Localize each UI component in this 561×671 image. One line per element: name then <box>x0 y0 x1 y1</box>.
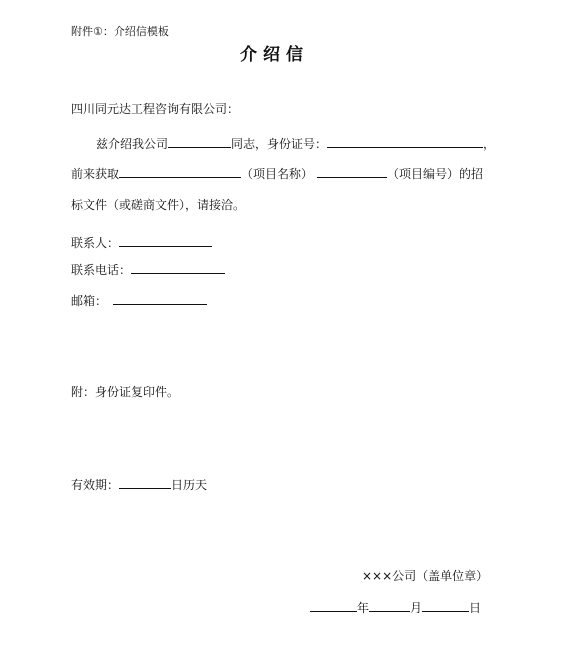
contact-phone-blank[interactable] <box>131 261 225 274</box>
intro-suffix: ， <box>483 137 496 151</box>
seal-line: ×××公司（盖单位章） <box>362 569 489 583</box>
contact-phone-label: 联系电话： <box>71 263 132 277</box>
project-prefix: 前来获取 <box>71 167 120 181</box>
email-blank[interactable] <box>113 292 207 305</box>
year-label: 年 <box>357 601 370 615</box>
email-row <box>71 292 207 309</box>
date-row <box>310 599 481 616</box>
project-name-label: （项目名称） <box>241 167 314 181</box>
project-code-label: （项目编号）的招 <box>387 167 484 181</box>
validity-label: 有效期： <box>71 478 120 492</box>
day-blank[interactable] <box>422 599 469 612</box>
name-blank[interactable] <box>168 135 231 148</box>
attachment-note: 附件①：介绍信模板 <box>71 25 169 38</box>
tender-line: 标文件（或磋商文件），请接洽。 <box>71 198 246 212</box>
contact-person-label: 联系人： <box>71 236 120 250</box>
intro-prefix: 兹介绍我公司 <box>96 137 169 151</box>
email-label: 邮箱： <box>71 294 108 308</box>
addressee: 四川同元达工程咨询有限公司： <box>71 102 240 116</box>
validity-suffix: 日历天 <box>171 478 208 492</box>
validity-blank[interactable] <box>119 476 171 489</box>
day-label: 日 <box>469 601 482 615</box>
project-line <box>71 165 483 182</box>
year-blank[interactable] <box>310 599 357 612</box>
contact-phone-row <box>71 261 225 278</box>
project-code-blank[interactable] <box>317 165 387 178</box>
intro-line <box>96 135 495 152</box>
attachment-line: 附：身份证复印件。 <box>71 385 180 399</box>
month-label: 月 <box>410 601 423 615</box>
id-number-blank[interactable] <box>327 135 483 148</box>
validity-row <box>71 476 207 493</box>
contact-person-row <box>71 234 212 251</box>
project-name-blank[interactable] <box>119 165 241 178</box>
document-title: 介绍信 <box>240 45 309 65</box>
month-blank[interactable] <box>369 599 410 612</box>
contact-person-blank[interactable] <box>119 234 212 247</box>
intro-middle: 同志，身份证号： <box>231 137 328 151</box>
